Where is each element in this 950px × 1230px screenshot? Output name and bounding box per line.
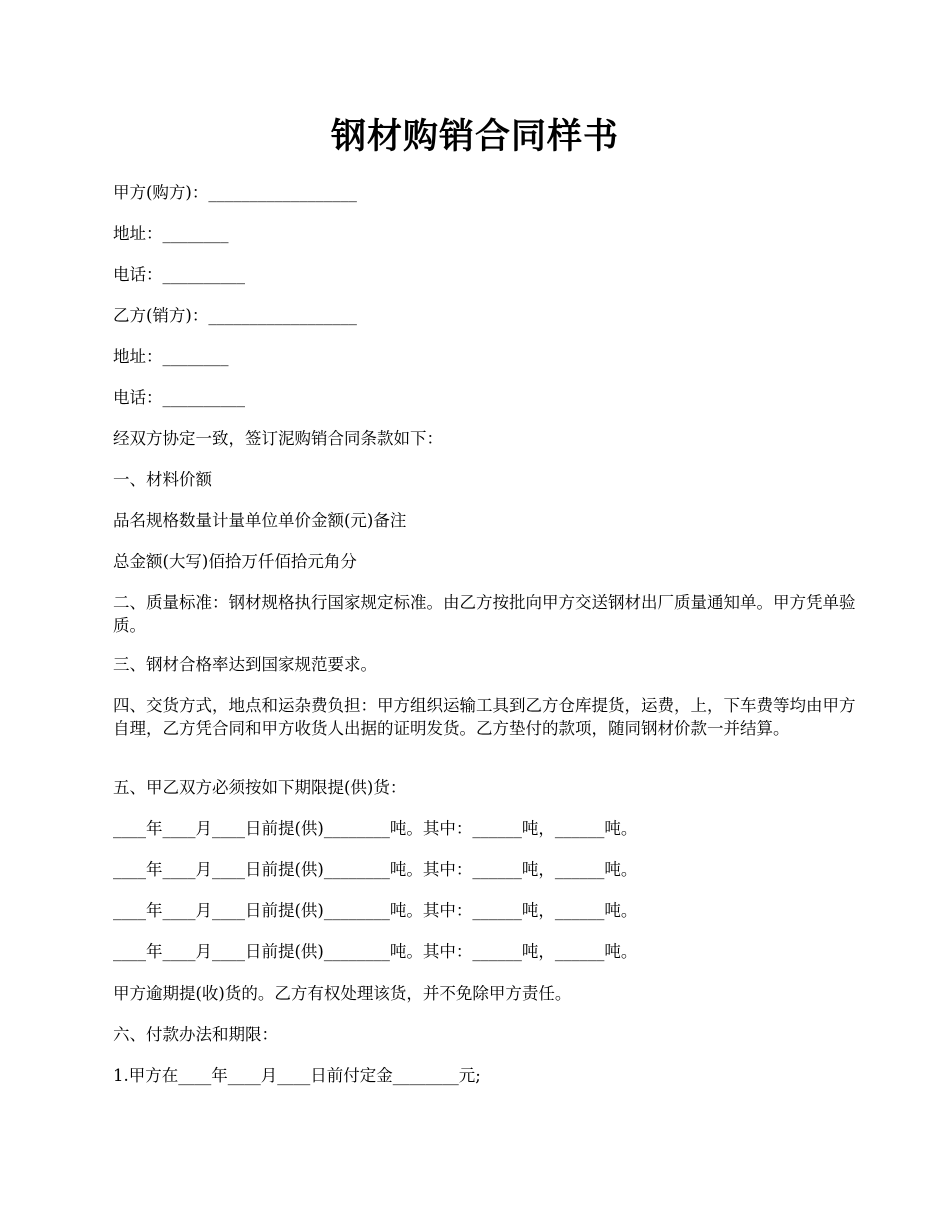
delivery-line: ____年____月____日前提(供)________吨。其中：______吨，______吨。	[113, 942, 638, 961]
party-a-phone: 电话：__________	[113, 265, 245, 284]
contract-intro: 经双方协定一致，签订泥购销合同条款如下：	[113, 429, 443, 448]
delivery-line: ____年____月____日前提(供)________吨。其中：______吨，______吨。	[113, 819, 638, 838]
delivery-line: ____年____月____日前提(供)________吨。其中：______吨，______吨。	[113, 860, 638, 879]
document-title: 钢材购销合同样书	[330, 116, 619, 157]
payment-item-1: 1.甲方在____年____月____日前付定金________元;	[113, 1066, 481, 1085]
section-5-heading: 五、甲乙双方必须按如下期限提(供)货：	[113, 778, 407, 797]
party-a-name: 甲方(购方)：__________________	[113, 183, 357, 202]
delivery-line: ____年____月____日前提(供)________吨。其中：______吨，______吨。	[113, 901, 638, 920]
total-amount-line: 总金额(大写)佰拾万仟佰拾元角分	[113, 552, 357, 571]
overdue-clause: 甲方逾期提(收)货的。乙方有权处理该货，并不免除甲方责任。	[113, 984, 572, 1003]
section-1-heading: 一、材料价额	[113, 470, 212, 489]
section-3-pass-rate: 三、钢材合格率达到国家规范要求。	[113, 655, 377, 674]
section-2-quality: 二、质量标准：钢材规格执行国家规定标准。由乙方按批向甲方交送钢材出厂质量通知单。甲方凭单验质。	[113, 593, 856, 635]
section-6-heading: 六、付款办法和期限：	[113, 1025, 278, 1044]
party-b-phone: 电话：__________	[113, 388, 245, 407]
party-b-name: 乙方(销方)：__________________	[113, 306, 357, 325]
party-b-address: 地址：________	[113, 347, 229, 366]
party-a-address: 地址：________	[113, 224, 229, 243]
section-4-delivery-method: 四、交货方式，地点和运杂费负担：甲方组织运输工具到乙方仓库提货，运费，上，下车费等均由甲方自理，乙方凭合同和甲方收货人出据的证明发货。乙方垫付的款项，随同钢材价款一并结算。	[113, 696, 856, 738]
price-table-header: 品名规格数量计量单位单价金额(元)备注	[113, 511, 407, 530]
